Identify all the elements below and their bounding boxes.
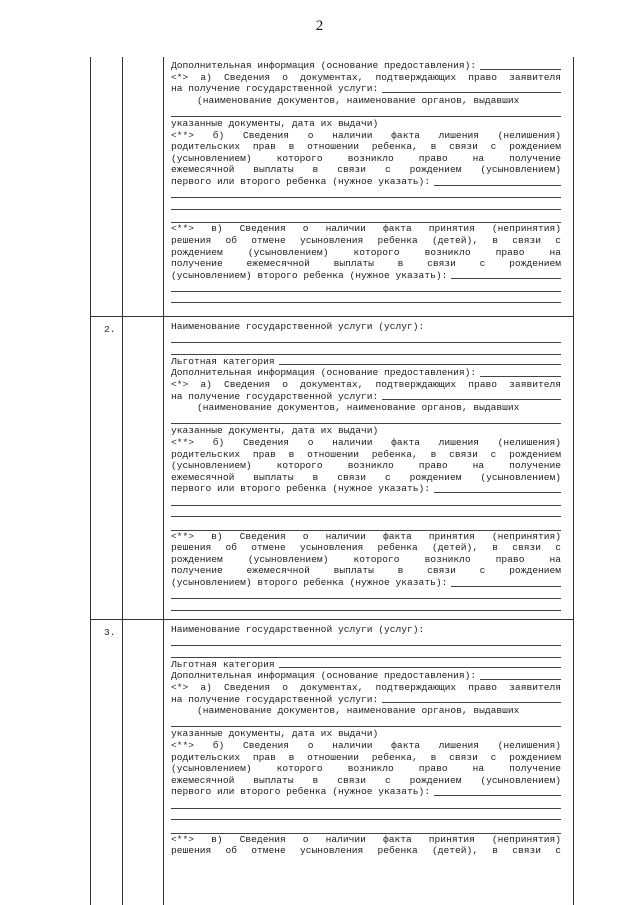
adoption-info-line: рождением (усыновлением) которого возникло право на	[171, 246, 561, 258]
benefit-category-line: Льготная категория	[171, 659, 561, 671]
adoption-info-line: решения об отмене усыновления ребенка (детей), в связи с	[171, 542, 561, 554]
input-line[interactable]	[434, 492, 561, 493]
row-number: 2.	[104, 324, 116, 335]
input-line[interactable]	[171, 106, 561, 118]
page-number: 2	[315, 18, 324, 34]
adoption-info-line: рождением (усыновлением) которого возникло право на	[171, 553, 561, 565]
deprivation-info-line: ежемесячной выплаты в связи с рождением (усыновлением)	[171, 471, 561, 483]
deprivation-info-line: <**> б) Сведения о наличии факта лишения (нелишения)	[171, 129, 561, 141]
deprivation-info-line: ежемесячной выплаты в связи с рождением (усыновлением)	[171, 164, 561, 176]
input-line[interactable]	[171, 647, 561, 659]
input-line[interactable]	[451, 278, 561, 279]
additional-info-line: Дополнительная информация (основание предоставления):	[171, 60, 561, 72]
input-line[interactable]	[171, 495, 561, 507]
docs-hint-line: (наименование документов, наименование органов, выдавших	[197, 402, 520, 414]
input-line[interactable]	[279, 667, 561, 668]
input-line[interactable]	[171, 798, 561, 810]
input-line[interactable]	[434, 185, 561, 186]
table-column-divider	[163, 57, 164, 905]
docs-hint-line: (наименование документов, наименование органов, выдавших	[197, 94, 520, 106]
deprivation-info-line: родительских прав в отношении ребенка, в связи с рождением	[171, 448, 561, 460]
input-line[interactable]	[171, 199, 561, 211]
adoption-info-line: получение ежемесячной выплаты в связи с рождением	[171, 258, 561, 270]
adoption-info-line: <**> в) Сведения о наличии факта принятия (непринятия)	[171, 530, 561, 542]
input-line[interactable]	[171, 636, 561, 648]
service-name-label: Наименование государственной услуги (услуг):	[171, 624, 425, 635]
deprivation-info-line: <**> б) Сведения о наличии факта лишения (нелишения)	[171, 436, 561, 448]
row-content	[171, 624, 561, 857]
input-line[interactable]	[171, 188, 561, 200]
row-content	[171, 60, 561, 304]
docs-hint-line: (наименование документов, наименование органов, выдавших	[197, 705, 520, 717]
input-line[interactable]	[171, 717, 561, 729]
docs-info-line: <*> а) Сведения о документах, подтверждающих право заявителя	[171, 681, 561, 693]
services-table	[90, 57, 574, 905]
input-line[interactable]	[171, 293, 561, 305]
adoption-info-line: решения об отмене усыновления ребенка (детей), в связи с	[171, 845, 561, 857]
input-line[interactable]	[171, 344, 561, 356]
deprivation-info-line: родительских прав в отношении ребенка, в связи с рождением	[171, 751, 561, 763]
input-line[interactable]	[451, 586, 561, 587]
deprivation-info-line: родительских прав в отношении ребенка, в связи с рождением	[171, 141, 561, 153]
input-line[interactable]	[279, 364, 561, 365]
deprivation-info-line: ежемесячной выплаты в связи с рождением (усыновлением)	[171, 774, 561, 786]
docs-hint-line: указанные документы, дата их выдачи)	[171, 117, 379, 129]
deprivation-info-line: (усыновлением) которого возникло право на получение	[171, 763, 561, 775]
row-divider	[90, 619, 574, 620]
deprivation-info-line: первого или второго ребенка (нужное указать):	[171, 176, 561, 188]
service-name-label: Наименование государственной услуги (услуг):	[171, 321, 425, 332]
additional-info-line: Дополнительная информация (основание предоставления):	[171, 670, 561, 682]
docs-info-line: на получение государственной услуги:	[171, 83, 561, 95]
row-divider	[90, 316, 574, 317]
input-line[interactable]	[171, 414, 561, 426]
input-line[interactable]	[171, 589, 561, 601]
deprivation-info-line: (усыновлением) которого возникло право на получение	[171, 460, 561, 472]
docs-info-line: <*> а) Сведения о документах, подтверждающих право заявителя	[171, 71, 561, 83]
deprivation-info-line: первого или второго ребенка (нужное указать):	[171, 786, 561, 798]
adoption-info-line: решения об отмене усыновления ребенка (детей), в связи с	[171, 234, 561, 246]
input-line[interactable]	[171, 810, 561, 822]
docs-info-line: на получение государственной услуги:	[171, 694, 561, 706]
deprivation-info-line: (усыновлением) которого возникло право на получение	[171, 152, 561, 164]
row-content	[171, 321, 561, 612]
docs-hint-line: указанные документы, дата их выдачи)	[171, 425, 379, 437]
additional-info-line: Дополнительная информация (основание предоставления):	[171, 367, 561, 379]
input-line[interactable]	[480, 69, 561, 70]
row-number: 3.	[104, 627, 116, 638]
deprivation-info-line: <**> б) Сведения о наличии факта лишения (нелишения)	[171, 739, 561, 751]
input-line[interactable]	[480, 679, 561, 680]
input-line[interactable]	[434, 795, 561, 796]
adoption-info-line: <**> в) Сведения о наличии факта принятия (непринятия)	[171, 833, 561, 845]
input-line[interactable]	[382, 702, 561, 703]
benefit-category-line: Льготная категория	[171, 356, 561, 368]
adoption-info-line: получение ежемесячной выплаты в связи с рождением	[171, 565, 561, 577]
input-line[interactable]	[480, 376, 561, 377]
table-border-right	[573, 57, 574, 905]
input-line[interactable]	[382, 92, 561, 93]
docs-info-line: <*> а) Сведения о документах, подтверждающих право заявителя	[171, 378, 561, 390]
table-border-left	[90, 57, 91, 905]
table-column-divider	[122, 57, 123, 905]
adoption-info-line: <**> в) Сведения о наличии факта принятия (непринятия)	[171, 223, 561, 235]
input-line[interactable]	[171, 600, 561, 612]
adoption-info-line: (усыновлением) второго ребенка (нужное указать):	[171, 270, 561, 282]
input-line[interactable]	[382, 399, 561, 400]
docs-info-line: на получение государственной услуги:	[171, 391, 561, 403]
docs-hint-line: указанные документы, дата их выдачи)	[171, 728, 379, 740]
input-line[interactable]	[171, 333, 561, 345]
input-line[interactable]	[171, 281, 561, 293]
adoption-info-line: (усыновлением) второго ребенка (нужное указать):	[171, 577, 561, 589]
deprivation-info-line: первого или второго ребенка (нужное указать):	[171, 483, 561, 495]
input-line[interactable]	[171, 507, 561, 519]
